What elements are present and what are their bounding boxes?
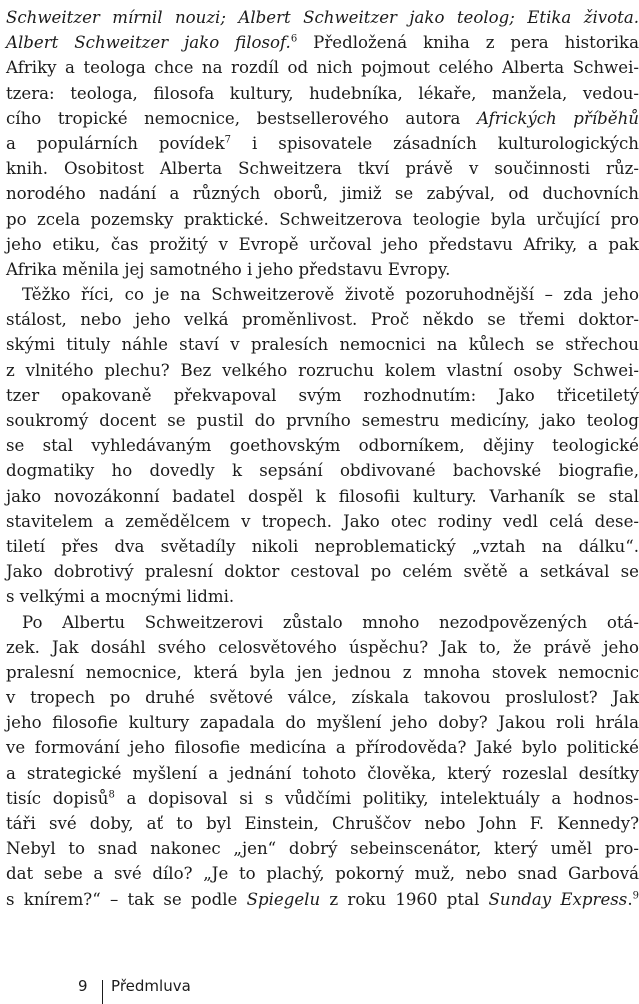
- text-run: jeho etiku, čas prožitý v Evropě určoval jeho představu Afriky, a pak: [6, 234, 639, 254]
- text-run: dogmatiky ho dovedly k sepsání obdivované bachovské biografie,: [6, 461, 639, 481]
- footnote-marker: 6: [290, 33, 298, 45]
- text-line: [6, 836, 639, 861]
- text-run: jeho filosofie kultury zapadala do myšlení jeho doby? Jakou roli hrála: [6, 713, 639, 733]
- text-run: po zcela pozemsky praktické. Schweitzerova teologie byla určující pro: [6, 209, 639, 229]
- text-line: [6, 383, 639, 408]
- text-run: s velkými a mocnými lidmi.: [6, 587, 235, 607]
- text-run: pralesní nemocnice, která byla jen jednou z mnoha stovek nemocnic: [6, 662, 639, 682]
- text-line: [6, 156, 639, 181]
- text-line: [6, 786, 639, 811]
- text-line: [6, 106, 639, 131]
- text-run: stavitelem a zemědělcem v tropech. Jako otec rodiny vedl celá dese-: [6, 511, 639, 531]
- text-run: s knírem?“ – tak se podle: [6, 889, 247, 909]
- text-run: táři své doby, ať to byl Einstein, Chruščov nebo John F. Kennedy?: [6, 814, 639, 833]
- italic-text: Albert Schweitzer jako filosof.: [6, 33, 291, 53]
- text-line: [6, 282, 639, 307]
- text-run: z roku 1960 ptal: [320, 889, 489, 909]
- text-run: Nebyl to snad nakonec „jen“ dobrý sebeinscenátor, který uměl pro-: [6, 839, 639, 859]
- text-line: [6, 761, 639, 786]
- text-run: stálost, nebo jeho velká proměnlivost. Proč někdo se třemi doktor-: [6, 310, 639, 330]
- text-line: [6, 559, 639, 584]
- text-line: [6, 660, 639, 685]
- page-number: 9: [78, 977, 88, 995]
- text-run: i spisovatele zásadních kulturologických: [231, 133, 639, 153]
- text-line: [6, 534, 639, 559]
- text-line: [6, 30, 639, 55]
- text-line: [6, 811, 639, 836]
- text-run: a populárních povídek: [6, 133, 225, 153]
- text-run: Po Albertu Schweitzerovi zůstalo mnoho nezodpovězených otá-: [22, 612, 639, 632]
- footer-divider: [102, 980, 104, 1004]
- italic-text: Spiegelu: [246, 889, 321, 909]
- text-line: [6, 207, 639, 232]
- text-run: se stal vyhledávaným goethovským odborníkem, dějiny teologické: [6, 436, 639, 456]
- text-run: z vlnitého plechu? Bez velkého rozruchu kolem vlastní osoby Schwei-: [6, 360, 639, 380]
- text-run: cího tropické nemocnice, bestsellerového autora: [6, 108, 477, 128]
- text-run: Těžko říci, co je na Schweitzerově životě pozoruhodnější – zda jeho: [22, 285, 639, 305]
- text-line: [6, 358, 639, 383]
- section-title: Předmluva: [111, 977, 191, 995]
- footnote-marker: 9: [632, 890, 639, 902]
- text-line: [6, 232, 639, 257]
- text-line: [6, 635, 639, 660]
- text-line: [6, 307, 639, 332]
- text-line: [6, 81, 639, 106]
- text-line: [6, 484, 639, 509]
- text-run: Předložená kniha z pera historika: [297, 33, 639, 53]
- text-run: knih. Osobitost Alberta Schweitzera tkví právě v součinnosti růz-: [6, 159, 639, 179]
- text-line: [6, 735, 639, 760]
- text-run: a dopisoval si s vůdčími politiky, intelektuály a hodnos-: [114, 788, 639, 808]
- text-line: [6, 710, 639, 735]
- text-run: tzer opakovaně překvapoval svým rozhodnutím: Jako třicetiletý: [6, 385, 639, 405]
- text-run: tisíc dopisů: [6, 788, 109, 808]
- body-text: [6, 5, 639, 912]
- page-footer: [78, 974, 191, 998]
- text-line: [6, 131, 639, 156]
- text-line: [6, 332, 639, 357]
- text-run: soukromý docent se pustil do prvního semestru medicíny, jako teolog: [6, 411, 639, 430]
- text-line: [6, 458, 639, 483]
- text-line: [6, 861, 639, 886]
- text-run: v tropech po druhé světové válce, získala takovou proslulost? Jak: [6, 688, 639, 708]
- text-run: Jako dobrotivý pralesní doktor cestoval po celém světě a setkával se: [6, 562, 639, 582]
- text-line: [6, 887, 639, 912]
- text-run: Afriky a teologa chce na rozdíl od nich pojmout celého Alberta Schwei-: [6, 58, 639, 78]
- text-run: a strategické myšlení a jednání tohoto člověka, který rozeslal desítky: [6, 763, 639, 783]
- text-line: [6, 685, 639, 710]
- text-line: [6, 408, 639, 433]
- footnote-marker: 8: [108, 789, 115, 801]
- text-line: [6, 5, 639, 30]
- text-run: tiletí přes dva světadíly nikoli neproblematický „vztah na dálku“.: [6, 536, 639, 556]
- footnote-marker: 7: [224, 134, 232, 146]
- text-line: [6, 584, 639, 609]
- text-line: [6, 433, 639, 458]
- italic-text: Schweitzer mírnil nouzi; Albert Schweitzer jako teolog; Etika života.: [6, 8, 639, 27]
- text-run: zek. Jak dosáhl svého celosvětového úspěchu? Jak to, že právě jeho: [6, 637, 639, 657]
- text-run: .: [627, 889, 633, 909]
- text-run: dat sebe a své dílo? „Je to plachý, pokorný muž, nebo snad Garbová: [6, 864, 639, 884]
- text-line: [6, 509, 639, 534]
- text-run: ve formování jeho filosofie medicína a přírodověda? Jaké bylo politické: [6, 738, 639, 758]
- text-run: skými tituly náhle staví v pralesích nemocnici na kůlech se střechou: [6, 335, 639, 355]
- text-run: jako novozákonní badatel dospěl k filosofii kultury. Varhaník se stal: [6, 486, 639, 506]
- text-line: [6, 610, 639, 635]
- text-line: [6, 181, 639, 206]
- text-line: [6, 257, 639, 282]
- text-line: [6, 55, 639, 80]
- text-run: tzera: teologa, filosofa kultury, hudebníka, lékaře, manžela, vedou-: [6, 83, 639, 103]
- italic-text: Afrických příběhů: [476, 108, 639, 128]
- text-run: norodého nadání a různých oborů, jimiž se zabýval, od duchovních: [6, 184, 639, 204]
- text-run: Afrika měnila jej samotného i jeho představu Evropy.: [6, 259, 451, 279]
- italic-text: Sunday Express: [488, 889, 628, 909]
